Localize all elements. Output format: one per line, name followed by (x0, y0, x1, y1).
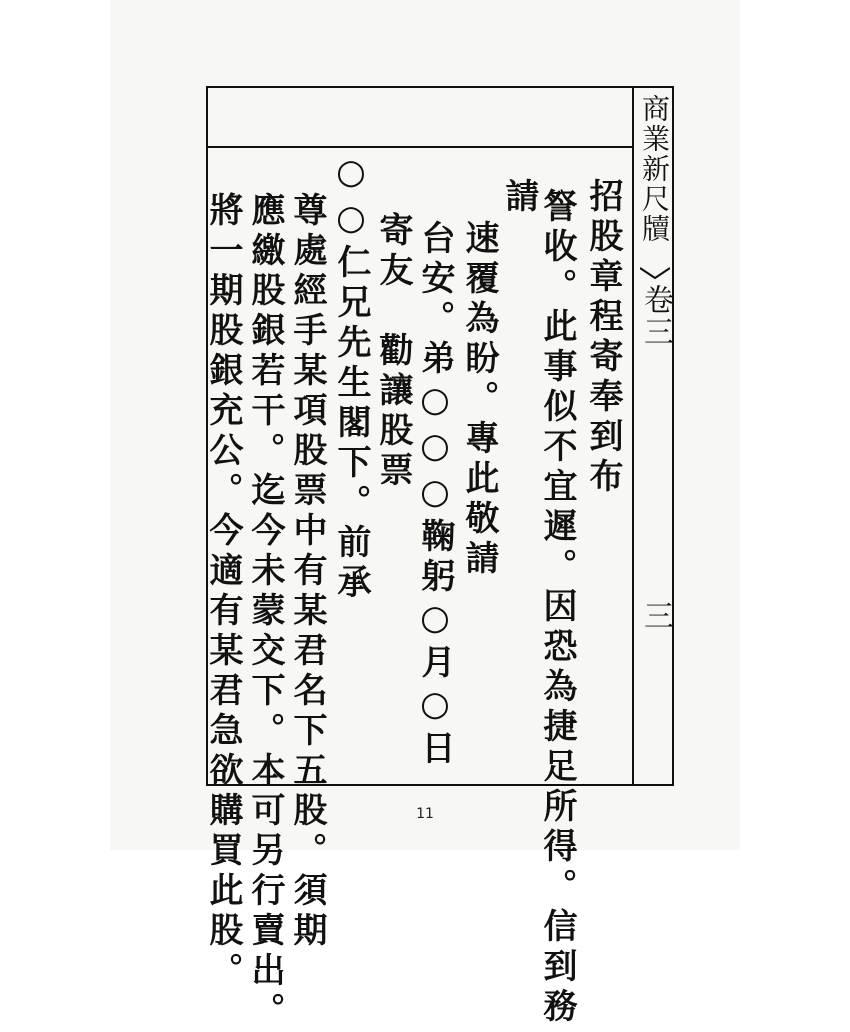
text-column: 應繳股銀若干。迄今未蒙交下。本可另行賣出。 (245, 192, 285, 1032)
text-column: 尊處經手某項股票中有某君名下五股。須期 (287, 192, 327, 952)
text-column: 將一期股銀充公。今適有某君急欲購買此股。 (203, 192, 243, 992)
book-title: 商業新尺牘 (638, 94, 671, 244)
text-column: 速覆為盼。專此敬請 (459, 220, 499, 580)
text-column: 詧收。此事似不宜遲。因恐為捷足所得。信到務 (537, 188, 577, 1028)
leaf-number: 三 (638, 600, 673, 632)
fish-tail-mark (640, 266, 670, 280)
text-column: ○○仁兄先生閣下。前承 (331, 152, 371, 604)
gutter-divider (632, 88, 634, 784)
page-number: 11 (416, 806, 434, 822)
text-column: 招股章程寄奉到布 (583, 178, 623, 498)
text-column: 寄友 勸讓股票 (373, 212, 413, 492)
text-column: 請 (499, 178, 539, 218)
text-column: 台安。弟○○○鞠躬○月○日 (415, 220, 455, 770)
header-band (208, 88, 634, 148)
volume-label: 卷三 (638, 284, 673, 348)
